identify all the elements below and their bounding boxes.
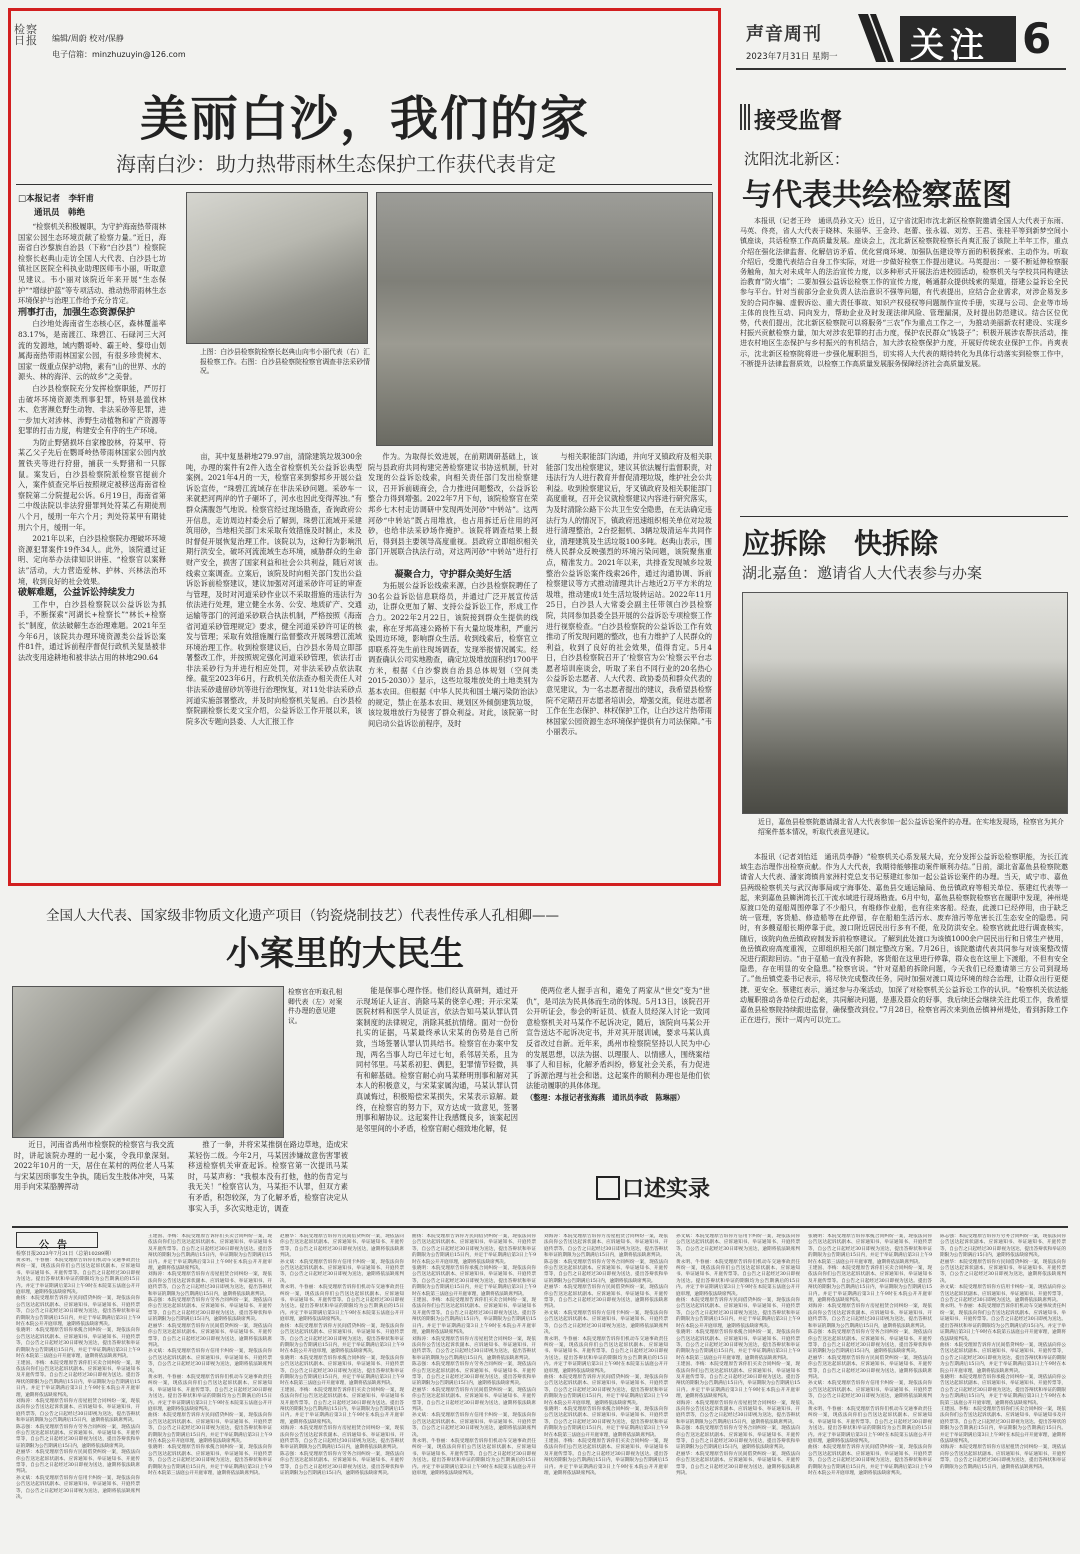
lead-byline-correspondent: 通讯员 韩绝 [34, 208, 86, 218]
notice-block: 张晓明：本院受理原告诉你承揽合同纠纷一案，现依法向你公告送达起诉状副本、应诉通知书、举证通知书、开庭传票等，自公告之日起经过30日即视为送达，提出答辩状和举证的期限为公告期满后15日内，并定于举证期满后第3日上午9时在本院第三法庭公开开庭审理，逾期将依法缺席判决。 [676, 1330, 800, 1361]
notice-block: 黄永明、牛春丽：本院受理原告诉你们机动车交通事故责任纠纷一案，现依法向你们公告送达起诉状副本、应诉通知书、举证通知书、开庭传票等。自公告之日起经过30日即视为送达。提出答辩状和举证的期限均为公告期满后的15日内。并定于举证期满后第3日上午9时在本院第五法庭公开开庭审理，逾期将依法缺席判决。 [808, 1406, 932, 1444]
notice-block: 黄永明、牛春丽：本院受理原告诉你们机动车交通事故责任纠纷一案，现依法向你们公告送达起诉状副本、应诉通知书、举证通知书、开庭传票等。自公告之日起经过30日即视为送达。提出答辩状和举证的期限均为公告期满后的15日内。并定于举证期满后第3日上午9时在本院第五法庭公开开庭审理，逾期将依法缺席判决。 [940, 1304, 1066, 1342]
lower-caption: 检察官在听取孔相卿代表（左）对案件办理的意见建议。 [288, 988, 343, 1025]
notice-block: 赵丽华：本院受理原告诉你方民间借贷纠纷一案，现依法向你公告送达起诉状副本、应诉通知书、举证通知书、开庭传票等，自公告之日起经过30日即视为送达，逾期将依法缺席判决。 [940, 1259, 1066, 1284]
notice-block: 孙文斌：本院受理原告诉你方信用卡纠纷一案，现依法向你公告送达起诉状副本、应诉通知书、举证通知书、开庭传票等，自公告之日起经过30日即视为送达，逾期将依法缺席判决。 [148, 1349, 272, 1374]
notice-block: 陈志强：本院受理原告诉你方劳务合同纠纷一案，现依法向你公告送达起诉状副本、应诉通知书、举证通知书、开庭传票等，自公告之日起经过30日即视为送达，提出答辩状和举证的期限为公告期满后15日内，逾期将依法缺席判决。 [148, 1298, 272, 1323]
lead-subtitle: 海南白沙：助力热带雨林生态保护工作获代表肯定 [116, 152, 556, 176]
notice-block: 陈志强：本院受理原告诉你方劳务合同纠纷一案，现依法向你公告送达起诉状副本、应诉通知书、举证通知书、开庭传票等，自公告之日起经过30日即视为送达，提出答辩状和举证的期限为公告期满后15日内，逾期将依法缺席判决。 [676, 1426, 800, 1451]
lead-column-3 [368, 452, 538, 876]
notice-column [148, 1234, 272, 1548]
notice-block: 曲扬：本院受理原告诉你方民间借贷纠纷一案，现依法向你公告送达起诉状副本、应诉通知书、举证通知书、开庭传票等，自公告之日起经过30日即视为送达，提出答辩状和举证的期限为公告期满后15日内，并定于举证期满后第3日上午9时在本院公开开庭审理，逾期将依法缺席判决。 [148, 1413, 272, 1444]
notice-block: 王建国、李梅：本院受理原告诉你们买卖合同纠纷一案，现依法向你们公告送达起诉状副本、应诉通知书、举证通知书及开庭传票等。自公告之日起经过30日即视为送达。提出答辩状的期限为公告期满后15日内，举证期限为公告期满后15日内。并定于举证期满后第3日上午9时在本院公开开庭审理，逾期将依法缺席判决。 [280, 1387, 404, 1425]
notice-block: 曲扬：本院受理原告诉你方民间借贷纠纷一案，现依法向你公告送达起诉状副本、应诉通知书、举证通知书、开庭传票等，自公告之日起经过30日即视为送达，提出答辩状和举证的期限为公告期满后15日内，并定于举证期满后第3日上午9时在本院公开开庭审理，逾期将依法缺席判决。 [412, 1234, 536, 1265]
notice-block: 黄永明、牛春丽：本院受理原告诉你们机动车交通事故责任纠纷一案，现依法向你们公告送达起诉状副本、应诉通知书、举证通知书、开庭传票等。自公告之日起经过30日即视为送达。提出答辩状和举证的期限均为公告期满后的15日内。并定于举证期满后第3日上午9时在本院第五法庭公开开庭审理，逾期将依法缺席判决。 [280, 1285, 404, 1323]
lower-column-2-text: 推了一拳，并将宋某推倒在路边草地，造成宋某轻伤二级。今年2月，马某因涉嫌故意伤害罪被移送检察机关审查起诉。检察官第一次提讯马某时，马某声称：“我根本没有打他，他的伤肯定与我无关！”检察官认为，马某拒不认罪，但双方素有矛盾，积怨较深，为了化解矛盾，检察官决定从事实入手，多次实地走访，调查 [188, 1140, 348, 1213]
notice-block: 张晓明：本院受理原告诉你承揽合同纠纷一案，现依法向你公告送达起诉状副本、应诉通知书、举证通知书、开庭传票等，自公告之日起经过30日即视为送达，提出答辩状和举证的期限为公告期满后15日内，并定于举证期满后第3日上午9时在本院第三法庭公开开庭审理，逾期将依法缺席判决。 [280, 1355, 404, 1387]
notice-block: 张晓明：本院受理原告诉你承揽合同纠纷一案，现依法向你公告送达起诉状副本、应诉通知书、举证通知书、开庭传票等，自公告之日起经过30日即视为送达，提出答辩状和举证的期限为公告期满后15日内，并定于举证期满后第3日上午9时在本院第三法庭公开开庭审理，逾期将依法缺席判决。 [412, 1266, 536, 1297]
jiayu-body-text: 本报讯（记者刘怡廷 通讯员李静）“检察机关心系发展大局，充分发挥公益诉讼检察职能，为长江流域生态治理作出检察贡献。作为人大代表，我期待能够推动案件顺利办结。”日前，湖北省嘉鱼县检察院邀请省人大代表、潘家湾镇肖家洲村党总支书记蔡建红参加一起公益诉讼案件的办理。当天，咸宁市、嘉鱼县两级检察机关与武汉海事局咸宁海事处、嘉鱼县交通运输局、鱼岳镇政府等相关单位、蔡建红代表等一起，来到嘉鱼县簰洲湾长江干流水域进行现场勘查。6月中旬，嘉鱼县检察院检察官在履职中发现，神州堤原渡口处的趸船周围停靠了不少船只，有维修作业船，也有往来客船。经查，此渡口已经停用，由于缺乏统一管理，客货船、修造船等在此停留，存在船舶生活污水、废弃油污等危害长江生态安全的隐患。同时，有多艘趸船长期停靠于此，渡口附近居民出行多有不便，危及防洪安全。检察官就此进行调查核实，随后，该院向鱼岳镇政府制发诉前检察建议。了解到此处渡口为该镇1000余户居民出行和日常生产使用，鱼岳镇政府高度重视，立即组织相关部门制定整改方案。7月26日，该院邀请代表共同参与对该案整改情况进行跟踪回访。“由于趸船一直没有拆除，客货船在这里进行停靠，群众也在这里上下渡船，不但有安全隐患，存在明显的安全隐患。”检察官说。“针对趸船的拆除问题，今天我们已经邀请第三方公司到现场了。”鱼岳镇党委书记表示，将尽快完成整改任务，同时加强对渡口周边环境的综合治理，让群众出行更便捷、更安全。蔡建红表示，通过参与办案活动，加深了对检察机关公益诉讼工作的认识。“检察机关依法能动履职推动各单位行动起来，共同解决问题，是惠及群众的好事，我后续还会继续关注此项工作，我希望嘉鱼县检察院持续跟进监督，确保整改到位。”7月28日，检察官再次来到鱼岳镇神州堤处，看到拆除工作正在进行，预计一周内可以完工。 [740, 853, 1068, 1025]
notice-block: 陈志强：本院受理原告诉你方劳务合同纠纷一案，现依法向你公告送达起诉状副本、应诉通知书、举证通知书、开庭传票等，自公告之日起经过30日即视为送达，提出答辩状和举证的期限为公告期满后15日内，逾期将依法缺席判决。 [280, 1451, 404, 1477]
lead-paragraph: 白沙地处海南省生态核心区，森林覆盖率83.17%，是南渡江、珠碧江、石碌河三大河流的发源地，域内鹦哥岭、霸王岭、黎母山划属海南热带雨林国家公园，有很多珍贵树木、国家一级重点保护动物，素有“山的世界、水的源头、林的海洋、云的故乡”之美誉。 [18, 319, 166, 382]
notice-block: 黄永明、牛春丽：本院受理原告诉你们机动车交通事故责任纠纷一案，现依法向你们公告送达起诉状副本、应诉通知书、举证通知书、开庭传票等。自公告之日起经过30日即视为送达。提出答辩状和举证的期限均为公告期满后的15日内。并定于举证期满后第3日上午9时在本院第五法庭公开开庭审理，逾期将依法缺席判决。 [412, 1439, 536, 1477]
notice-block: 赵丽华：本院受理原告诉你方民间借贷纠纷一案，现依法向你公告送达起诉状副本、应诉通知书、举证通知书、开庭传票等，自公告之日起经过30日即视为送达，逾期将依法缺席判决。 [544, 1285, 668, 1310]
notice-block: 刘海涛：本院受理原告诉你方房屋租赁合同纠纷一案，现依法向你公告送达起诉状副本、应诉通知书、举证通知书、开庭传票等，自公告之日起经过30日即视为送达，提出答辩状和举证的期限为公告期满后15日内，逾期将依法缺席判决。 [280, 1426, 404, 1451]
lead-column-2-text: 亩，其中复垦耕地279.97亩，清除建筑垃圾300余吨，办理的案件有2件入选全省检察机关公益诉讼典型案例。2021年4月的一天，检察官来到黎邦乡开展公益诉讼宣传，“珠碧江流域存在非法采砂问题。采砂车一来就把河两岸的竹子砸坏了，河水也因此变得浑浊。”有群众满腹怨气地说。检察官经过现场勘查，查询政府公开信息，走访周边村委会后了解到，珠碧江流域开采建筑用砂，当地相关部门未采取有效措施及时制止，未及时督促开展恢复治理工作。该院以为，这种行为影响汛期行洪安全，破坏河流流域生态环境，威胁群众的生命财产安全，损害了国家利益和社会公共利益，随后对该线索立案调查。立案后，该院及时向相关部门发出公益诉讼诉前检察建议，建议加强对河道采砂许可证的审查与管理，及时对河道采砂作业以不采取措施的违法行为依法进行处理，建立健全水务、公安、地质矿产、交通运输等部门的河道采砂联合执法机制，严格按照《海南省河道采砂管理规定》要求，健全河道采砂许可证的核发与管理；采取有效措施履行监督整改开展珠碧江流域环境治理工作。收到检察建议后，白沙县水务局立即部署整改工作，并按照规定强化河道采砂管理，依法打击非法采砂行为并进行相应处罚，对非法采砂点依法取缔。截至2023年6月，行政机关依法查办相关责任人对非法采砂遗留砂坑等进行治理恢复，对11处非法采砂点河道实施部署整改，并及时向检察机关复函。白沙县检察院副检察长麦文宝介绍，公益诉讼工作开展以来，该院多次专题向县委、人大汇报工作 [186, 452, 362, 726]
notice-block: 陈志强：本院受理原告诉你方劳务合同纠纷一案，现依法向你公告送达起诉状副本、应诉通知书、举证通知书、开庭传票等，自公告之日起经过30日即视为送达，提出答辩状和举证的期限为公告期满后15日内，逾期将依法缺席判决。 [412, 1362, 536, 1387]
notice-block: 赵丽华：本院受理原告诉你方民间借贷纠纷一案，现依法向你公告送达起诉状副本、应诉通知书、举证通知书、开庭传票等，自公告之日起经过30日即视为送达，逾期将依法缺席判决。 [676, 1451, 800, 1477]
email-line: 电子信箱：minzhuzuyin@126.com [52, 50, 186, 59]
lower-kicker: 全国人大代表、国家级非物质文化遗产项目（钧瓷烧制技艺）代表性传承人孔相卿—— [46, 908, 559, 924]
notice-block: 黄永明、牛春丽：本院受理原告诉你们机动车交通事故责任纠纷一案，现依法向你们公告送达起诉状副本、应诉通知书、举证通知书、开庭传票等。自公告之日起经过30日即视为送达。提出答辩状和举证的期限均为公告期满后的15日内。并定于举证期满后第3日上午9时在本院第五法庭公开开庭审理，逾期将依法缺席判决。 [148, 1374, 272, 1412]
right-divider [740, 516, 1068, 517]
masthead-rule [736, 68, 1066, 70]
oral-record-label: 口述实录 [622, 1177, 711, 1202]
lead-paragraph: 2021年以来，白沙县检察院办理破坏环境资源犯罪案件19件34人。此外，该院通过证明、定向举办法律知识讲座、“检察官以案释法”活动，大力营造爱林、护林、兴林法治环境，收到良好的社会效果。 [18, 534, 166, 586]
lead-column-3b-text: 为拓展公益诉讼线索来源，白沙县检察院聘任了30名公益诉讼信息联络员，并通过广泛开展宣传活动，让群众更加了解、支持公益诉讼工作，形成工作合力。2022年2月22日，该院接到群众生提供的线索，称在牙邦高速公路桥下有大量垃圾堆积，严重污染周边环境，影响群众生活。收到线索后，检察官立即联系符先生前往现场调查，发现举报情况属实。经调查确认公司实地勘查，确定垃圾堆放面积约1700平方米，根据《白沙黎族自治县总体规划（空间类2015-2030）》显示，这些垃圾堆放处的土地类别为基本农田。但根据《中华人民共和国土壤污染防治法》的规定，禁止在基本农田、规划区外倾倒建筑垃圾，该垃圾堆放行为侵害了群众利益。对此，该院第一时间启动公益诉讼前程序，及时 [368, 581, 538, 728]
lead-column-4 [546, 452, 712, 876]
shenyang-kicker: 沈阳沈北新区： [744, 150, 850, 168]
jiayu-body [740, 852, 1068, 1060]
notice-block: 张晓明：本院受理原告诉你承揽合同纠纷一案，现依法向你公告送达起诉状副本、应诉通知书、举证通知书、开庭传票等，自公告之日起经过30日即视为送达，提出答辩状和举证的期限为公告期满后15日内，并定于举证期满后第3日上午9时在本院第三法庭公开开庭审理，逾期将依法缺席判决。 [544, 1406, 668, 1438]
lead-title: 美丽白沙，我们的家 [140, 91, 591, 147]
jiayu-photo [742, 592, 1068, 814]
notice-block: 曲扬：本院受理原告诉你方民间借贷纠纷一案，现依法向你公告送达起诉状副本、应诉通知书、举证通知书、开庭传票等，自公告之日起经过30日即视为送达，提出答辩状和举证的期限为公告期满后15日内，并定于举证期满后第3日上午9时在本院公开开庭审理，逾期将依法缺席判决。 [676, 1298, 800, 1329]
page-number: 6 [1022, 14, 1052, 63]
lower-column-4-text: 使两位老人握手言和，避免了两家从“世交”变为“世仇”，是司法为民具体而生动的体现。5月13日，该院召开公开听证会，参会的听证员、侦查人员经深入讨论一致同意检察机关对马某作不起诉决定，随后，该院向马某公开宣告送达不起诉决定书，并对其开展训诫，要求马某认真反省改过自新。近年来，禹州市检察院坚持以人民为中心的发展思想，以法为据、以理服人、以情感人，围绕案结事了人和目标，化解矛盾纠纷，修复社会关系，有力促进了诉源治理与社会和谐。这起案件的顺利办理也是他们依法能动履职的具体体现。 [526, 986, 710, 1091]
notice-block: 王建国、李梅：本院受理原告诉你们买卖合同纠纷一案，现依法向你们公告送达起诉状副本、应诉通知书、举证通知书及开庭传票等。自公告之日起经过30日即视为送达。提出答辩状的期限为公告期满后15日内，举证期限为公告期满后15日内。并定于举证期满后第3日上午9时在本院公开开庭审理，逾期将依法缺席判决。 [808, 1266, 932, 1304]
notice-block: 王建国、李梅：本院受理原告诉你们买卖合同纠纷一案，现依法向你们公告送达起诉状副本、应诉通知书、举证通知书及开庭传票等。自公告之日起经过30日即视为送达。提出答辩状的期限为公告期满后15日内，举证期限为公告期满后15日内。并定于举证期满后第3日上午9时在本院公开开庭审理，逾期将依法缺席判决。 [676, 1362, 800, 1400]
notice-block: 刘海涛：本院受理原告诉你方房屋租赁合同纠纷一案，现依法向你公告送达起诉状副本、应诉通知书、举证通知书、开庭传票等，自公告之日起经过30日即视为送达，提出答辩状和举证的期限为公告期满后15日内，逾期将依法缺席判决。 [16, 1398, 140, 1424]
shenyang-body-text: 本报讯（记者王玲 通讯员孙文天）近日，辽宁省沈阳市沈北新区检察院邀请全国人大代表于东雨、马英、佟亮，省人大代表于晓林、朱丽华、王金玲、赵蕾、张永福、刘芳、王君、张桂平等到新梦空间小镇座谈，共话检察工作高质量发展。座谈会上，沈北新区检察院检察长肖爽汇报了该院上半年工作，重点介绍在强化法律监督、化解信访矛盾、优化营商环境、加强队伍建设等方面的积极探索、主动作为。听取介绍后，受邀代表结合自身工作实际，对进一步做好检察工作提出建议。马英提出：一要不断延伸检察服务触角，加大对未成年人的法治宣传力度，以多种形式开展法治进校园活动，检察机关与学校共同构建法治教育“防火墙”；二要加强公益诉讼检察工作的宣传力度，畅通群众提供线索的渠道，搭建公益诉讼全民参与平台。针对当前部分企业负责人法治意识不强等问题，有代表提出，应结合企业需求，对涉企易发多发的合同诈骗、虚假诉讼、重大责任事故、知识产权侵权等问题制作宣传手册，实现与公司、企业等市场主体的良性互动、同向发力，帮助企业及时发现法律风险、管理漏洞，及时提出防范建议。结合区位优势，代表们提出，沈北新区检察院可以将服务“三农”作为重点工作之一，为推动美丽新农村建设、实现乡村振兴贡献检察力量，加大对涉农犯罪的打击力度，保护农民群众“钱袋子”；积极开展涉农帮扶活动，推进农村地区生态保护与乡村振兴的有机结合，加大涉农检察保护力度，开展好传统农业保护工作。肖爽表示，沈北新区检察院将进一步强化履职担当，切实将人大代表的期待转化为具体行动落实到检察工作中，不断提升法律监督质效，以检察工作高质量发展服务保障经济社会高质量发展。 [740, 217, 1068, 368]
notice-block: 孙文斌：本院受理原告诉你方信用卡纠纷一案，现依法向你公告送达起诉状副本、应诉通知书、举证通知书、开庭传票等，自公告之日起经过30日即视为送达，逾期将依法缺席判决。 [280, 1259, 404, 1284]
lead-paragraph: 白沙县检察院充分发挥检察职能，严厉打击破坏环境资源类刑事犯罪，特别是滥伐林木、危害濒危野生动物、非法采砂等犯罪，进一步加大对涉林、涉野生动植物和矿产资源等犯罪的打击力度，构建安全有序的生产环境。 [18, 383, 166, 436]
lead-paragraph: 为防止野猪损坏自家橡胶林，符某甲、符某乙父子先后在鹦哥岭热带雨林国家公园内放置铁夹等进行狩猎，捕获一头野猪和一只豚鼠。案发后，白沙县检察院派检察官提前介入，案件侦查完毕后按照规定被移送海南省检察院第二分院提起公诉。6月19日，海南省第二中级法院以非法狩猎罪判处符某乙有期徒刑八个月，缓刑一年六个月；判处符某甲有期徒刑六个月，缓刑一年。 [18, 437, 166, 532]
lead-column-3-text: 作为。为取得长效进展，在前期调研基础上，该院与县政府共同构建完善检察建议书协送机制，针对发现的公益诉讼线索，向相关责任部门发出检察建议，召开诉前磋商会，合力推进问题整改，公益诉讼整合力得到增强。2022年7月下旬，该院检察官在荣邦乡七木村走访调研中发现两处河砂“中转站”。这两河砂“中转站”既占用堆放，也占用拆迁后住用的河砂，也给非法采砂场作掩护。该院将调查结果上报后，得到县主要领导高度重视。县政府立即组织相关部门开展联合执法行动，对这两河砂“中转站”进行打击。 [368, 452, 538, 567]
lead-byline-reporter: □本报记者 李轩甫 [18, 194, 95, 204]
notice-block: 张晓明：本院受理原告诉你承揽合同纠纷一案，现依法向你公告送达起诉状副本、应诉通知书、举证通知书、开庭传票等，自公告之日起经过30日即视为送达，提出答辩状和举证的期限为公告期满后15日内，并定于举证期满后第3日上午9时在本院第三法庭公开开庭审理，逾期将依法缺席判决。 [940, 1374, 1066, 1406]
editor-line: 编辑/周蔚 校对/保静 [52, 34, 124, 43]
section-tag-text: 关注 [910, 26, 990, 66]
notice-column [808, 1234, 932, 1548]
lead-photo-caption: 上图：白沙县检察院检察长赵典山向韦小丽代表（右）汇报检察工作。右图：白沙县检察院检察官调查非法采砂情况。 [200, 348, 370, 375]
section-name: 声音周刊 [746, 24, 822, 45]
lower-title: 小案里的大民生 [226, 934, 464, 974]
notice-intro: 检察日报2023年7月31日（总第10289期） [16, 1251, 115, 1257]
notice-block: 王建国、李梅：本院受理原告诉你们买卖合同纠纷一案，现依法向你们公告送达起诉状副本、应诉通知书、举证通知书及开庭传票等。自公告之日起经过30日即视为送达。提出答辩状的期限为公告期满后15日内，举证期限为公告期满后15日内。并定于举证期满后第3日上午9时在本院公开开庭审理，逾期将依法缺席判决。 [544, 1439, 668, 1477]
lower-column-3 [356, 986, 518, 1218]
notice-block: 陈志强：本院受理原告诉你方劳务合同纠纷一案，现依法向你公告送达起诉状副本、应诉通知书、举证通知书、开庭传票等，自公告之日起经过30日即视为送达，提出答辩状和举证的期限为公告期满后15日内，逾期将依法缺席判决。 [544, 1259, 668, 1284]
section-slashes [856, 14, 896, 62]
notice-block: 刘海涛：本院受理原告诉你方房屋租赁合同纠纷一案，现依法向你公告送达起诉状副本、应诉通知书、举证通知书、开庭传票等，自公告之日起经过30日即视为送达，提出答辩状和举证的期限为公告期满后15日内，逾期将依法缺席判决。 [808, 1304, 932, 1329]
jiayu-subtitle: 湖北嘉鱼：邀请省人大代表参与办案 [742, 564, 983, 582]
notice-top-rule [12, 1226, 1068, 1228]
notice-block: 黄永明、牛春丽：本院受理原告诉你们机动车交通事故责任纠纷一案，现依法向你们公告送达起诉状副本、应诉通知书、举证通知书、开庭传票等。自公告之日起经过30日即视为送达。提出答辩状和举证的期限均为公告期满后的15日内。并定于举证期满后第3日上午9时在本院第五法庭公开开庭审理，逾期将依法缺席判决。 [544, 1336, 668, 1374]
notice-block: 赵丽华：本院受理原告诉你方民间借贷纠纷一案，现依法向你公告送达起诉状副本、应诉通知书、举证通知书、开庭传票等，自公告之日起经过30日即视为送达，逾期将依法缺席判决。 [148, 1323, 272, 1348]
notice-block: 刘海涛：本院受理原告诉你方房屋租赁合同纠纷一案，现依法向你公告送达起诉状副本、应诉通知书、举证通知书、开庭传票等，自公告之日起经过30日即视为送达，提出答辩状和举证的期限为公告期满后15日内，逾期将依法缺席判决。 [544, 1234, 668, 1259]
notice-block: 张晓明：本院受理原告诉你承揽合同纠纷一案，现依法向你公告送达起诉状副本、应诉通知书、举证通知书、开庭传票等，自公告之日起经过30日即视为送达，提出答辩状和举证的期限为公告期满后15日内，并定于举证期满后第3日上午9时在本院第三法庭公开开庭审理，逾期将依法缺席判决。 [808, 1234, 932, 1265]
notice-block: 张晓明：本院受理原告诉你承揽合同纠纷一案，现依法向你公告送达起诉状副本、应诉通知书、举证通知书、开庭传票等，自公告之日起经过30日即视为送达，提出答辩状和举证的期限为公告期满后15日内，并定于举证期满后第3日上午9时在本院第三法庭公开开庭审理，逾期将依法缺席判决。 [148, 1445, 272, 1477]
lower-column-4 [526, 986, 710, 1166]
notice-block: 陈志强：本院受理原告诉你方劳务合同纠纷一案，现依法向你公告送达起诉状副本、应诉通知书、举证通知书、开庭传票等，自公告之日起经过30日即视为送达，提出答辩状和举证的期限为公告期满后15日内，逾期将依法缺席判决。 [808, 1330, 932, 1355]
notice-block: 王建国、李梅：本院受理原告诉你们买卖合同纠纷一案，现依法向你们公告送达起诉状副本、应诉通知书、举证通知书及开庭传票等。自公告之日起经过30日即视为送达。提出答辩状的期限为公告期满后15日内，举证期限为公告期满后15日内。并定于举证期满后第3日上午9时在本院公开开庭审理，逾期将依法缺席判决。 [940, 1406, 1066, 1444]
notice-label [16, 1232, 98, 1251]
notice-column [544, 1234, 668, 1548]
lead-heading-3: 凝聚合力，守护群众美好生活 [394, 569, 512, 580]
lead-column-4-text: 与相关职能部门沟通，并向牙叉镇政府及相关职能部门发出检察建议，建议其依法履行监督职责，对违法行为人进行教育并督促清理垃圾，维护社会公共利益。收到检察建议后，牙叉镇政府及相关职能部门高度重视，召开会议就检察建议内容进行研究落实，为及时清除公路下公共卫生安全隐患，在无法确定违法行为人的情况下，镇政府迅速组织相关单位对垃圾进行清理整治，2台挖掘机、3辆垃圾清运车共同作业，清理建筑及生活垃圾100多吨。赵典山表示，围绕人民群众反映强烈的环境污染问题，该院聚焦重点，精准发力。2021年以来，共排查发现城乡垃圾整治公益诉讼案件线索26件，通过沟通协调、诉前检察建议等方式推动清理共计占地近2万平方米的垃圾堆，推动建成1处生活垃圾转运站。2022年11月25日，白沙县人大常委会副主任带领白沙县检察院，共同参加县委全县开展的公益诉讼专项检察工作进行视察检查。“白沙县检察院的公益诉讼工作有效推动了所发现问题的整改，也有力维护了人民群众的利益，收到了良好的社会效果，值得肯定。5月4日，白沙县检察院召开了‘检察官为公’检察云平台志愿者培训座谈会，听取了来自不同行业的20名热心公益诉讼志愿者、人大代表、政协委员和群众代表的意见建议，为一名志愿者提出的建议，我希望县检察院不定期召开志愿者培训会，增强交流，促进志愿者工作在生态保护、林权保护工作，让白沙这片热带雨林国家公园资源生态环境保护提供有力司法保障。”韦小丽表示。 [546, 452, 712, 737]
notice-block: 赵丽华：本院受理原告诉你方民间借贷纠纷一案，现依法向你公告送达起诉状副本、应诉通知书、举证通知书、开庭传票等，自公告之日起经过30日即视为送达，逾期将依法缺席判决。 [808, 1355, 932, 1380]
notice-block: 曲扬：本院受理原告诉你方民间借贷纠纷一案，现依法向你公告送达起诉状副本、应诉通知书、举证通知书、开庭传票等，自公告之日起经过30日即视为送达，提出答辩状和举证的期限为公告期满后15日内，并定于举证期满后第3日上午9时在本院公开开庭审理，逾期将依法缺席判决。 [544, 1374, 668, 1406]
notice-column [940, 1234, 1066, 1548]
supervision-label: 接受监督 [754, 109, 843, 134]
oral-record-box [596, 1176, 620, 1200]
lower-column-2 [188, 1140, 348, 1218]
notice-block: 刘海涛：本院受理原告诉你方房屋租赁合同纠纷一案，现依法向你公告送达起诉状副本、应诉通知书、举证通知书、开庭传票等，自公告之日起经过30日即视为送达，提出答辩状和举证的期限为公告期满后15日内，逾期将依法缺席判决。 [412, 1336, 536, 1361]
notice-block: 孙文斌：本院受理原告诉你方信用卡纠纷一案，现依法向你公告送达起诉状副本、应诉通知书、举证通知书、开庭传票等，自公告之日起经过30日即视为送达，逾期将依法缺席判决。 [940, 1285, 1066, 1304]
shenyang-title: 与代表共绘检察蓝图 [742, 178, 1012, 213]
notice-block: 曲扬：本院受理原告诉你方民间借贷纠纷一案，现依法向你公告送达起诉状副本、应诉通知书、举证通知书、开庭传票等，自公告之日起经过30日即视为送达，提出答辩状和举证的期限为公告期满后15日内，并定于举证期满后第3日上午9时在本院公开开庭审理，逾期将依法缺席判决。 [16, 1296, 140, 1328]
notice-block: 孙文斌：本院受理原告诉你方信用卡纠纷一案，现依法向你公告送达起诉状副本、应诉通知书、举证通知书、开庭传票等，自公告之日起经过30日即视为送达，逾期将依法缺席判决。 [676, 1234, 800, 1259]
lower-note: （整理：本报记者张海燕 通讯员李政 陈琳丽） [526, 1092, 685, 1102]
notice-block: 孙文斌：本院受理原告诉你方信用卡纠纷一案，现依法向你公告送达起诉状副本、应诉通知书、举证通知书、开庭传票等，自公告之日起经过30日即视为送达，逾期将依法缺席判决。 [544, 1310, 668, 1336]
notice-block: 陈志强：本院受理原告诉你方劳务合同纠纷一案，现依法向你公告送达起诉状副本、应诉通知书、举证通知书、开庭传票等，自公告之日起经过30日即视为送达，提出答辩状和举证的期限为公告期满后15日内，逾期将依法缺席判决。 [16, 1424, 140, 1449]
notice-label-text: 公告 [39, 1240, 75, 1251]
notice-block: 赵丽华：本院受理原告诉你方民间借贷纠纷一案，现依法向你公告送达起诉状副本、应诉通知书、举证通知书、开庭传票等，自公告之日起经过30日即视为送达，逾期将依法缺席判决。 [280, 1234, 404, 1259]
notice-block: 孙文斌：本院受理原告诉你方信用卡纠纷一案，现依法向你公告送达起诉状副本、应诉通知书、举证通知书、开庭传票等，自公告之日起经过30日即视为送达，逾期将依法缺席判决。 [16, 1475, 140, 1501]
notice-block: 曲扬：本院受理原告诉你方民间借贷纠纷一案，现依法向你公告送达起诉状副本、应诉通知书、举证通知书、开庭传票等，自公告之日起经过30日即视为送达，提出答辩状和举证的期限为公告期满后15日内，并定于举证期满后第3日上午9时在本院公开开庭审理，逾期将依法缺席判决。 [940, 1342, 1066, 1374]
notice-block: 张晓明：本院受理原告诉你承揽合同纠纷一案，现依法向你公告送达起诉状副本、应诉通知书、举证通知书、开庭传票等，自公告之日起经过30日即视为送达，提出答辩状和举证的期限为公告期满后15日内，并定于举证期满后第3日上午9时在本院第三法庭公开开庭审理，逾期将依法缺席判决。 [16, 1328, 140, 1360]
notice-column [412, 1234, 536, 1548]
jiayu-caption: 近日，嘉鱼县检察院邀请湖北省人大代表参加一起公益诉讼案件的办理。在实地发现场，检察官为其介绍案件基本情况，听取代表意见建议。 [758, 818, 1064, 836]
notice-block: 黄永明、牛春丽：本院受理原告诉你们机动车交通事故责任纠纷一案，现依法向你们公告送达起诉状副本、应诉通知书、举证通知书、开庭传票等。自公告之日起经过30日即视为送达。提出答辩状和举证的期限均为公告期满后的15日内。并定于举证期满后第3日上午9时在本院第五法庭公开开庭审理，逾期将依法缺席判决。 [16, 1258, 140, 1296]
lead-rule [16, 184, 712, 185]
lower-column-1 [14, 1140, 174, 1218]
notice-block: 刘海涛：本院受理原告诉你方房屋租赁合同纠纷一案，现依法向你公告送达起诉状副本、应诉通知书、举证通知书、开庭传票等，自公告之日起经过30日即视为送达，提出答辩状和举证的期限为公告期满后15日内，逾期将依法缺席判决。 [940, 1445, 1066, 1470]
lead-column-2 [186, 452, 362, 876]
supervision-label-bar [740, 104, 750, 130]
issue-date: 2023年7月31日 星期一 [746, 52, 838, 62]
lead-heading-1: 刑事打击，加强生态资源保护 [18, 307, 136, 318]
notice-block: 王建国、李梅：本院受理原告诉你们买卖合同纠纷一案，现依法向你们公告送达起诉状副本、应诉通知书、举证通知书及开庭传票等。自公告之日起经过30日即视为送达。提出答辩状的期限为公告期满后15日内，举证期限为公告期满后15日内。并定于举证期满后第3日上午9时在本院公开开庭审理，逾期将依法缺席判决。 [148, 1234, 272, 1272]
notice-block: 刘海涛：本院受理原告诉你方房屋租赁合同纠纷一案，现依法向你公告送达起诉状副本、应诉通知书、举证通知书、开庭传票等，自公告之日起经过30日即视为送达，提出答辩状和举证的期限为公告期满后15日内，逾期将依法缺席判决。 [676, 1400, 800, 1425]
shenyang-body [740, 216, 1068, 512]
lower-photo [12, 986, 284, 1138]
lead-heading-2: 破解难题，公益诉讼持续发力 [18, 588, 136, 599]
logo-text: 检察日报 [14, 23, 38, 47]
lower-column-3-text: 能是保事心理作怪。他们经认真研判，通过开示现场证人证言、消除马某的侥幸心理；开示宋某医院材料和医学人员证言，依法告知马某认罪认罚案制度的法律规定，消除其抵抗情绪。面对一份份扎实的证据，马某最终承认宋某的伤势是自己所致，当场签署认罪认罚具结书。检察官在办案中发现，两名当事人均已年过七旬，系邻居关系，且为同村邻里。马某系初犯、偶犯，犯罪情节轻微，具有和解基础。检察官耐心向马某释明刑事和解对其本人的积极意义，与宋某家属沟通，马某认罪认罚真诚悔过，积极赔偿宋某损失，宋某表示谅解。最终，在检察官的努力下，双方达成一致意见，签署刑事和解协议。这起案件让我感慨良多，该案起因是邻里间的小矛盾，检察官耐心细致地化解，促 [356, 986, 518, 1133]
jiayu-title: 应拆除 快拆除 [742, 527, 939, 560]
notice-block: 赵丽华：本院受理原告诉你方民间借贷纠纷一案，现依法向你公告送达起诉状副本、应诉通知书、举证通知书、开庭传票等，自公告之日起经过30日即视为送达，逾期将依法缺席判决。 [16, 1450, 140, 1475]
notice-column [16, 1258, 140, 1548]
notice-block: 孙文斌：本院受理原告诉你方信用卡纠纷一案，现依法向你公告送达起诉状副本、应诉通知书、举证通知书、开庭传票等，自公告之日起经过30日即视为送达，逾期将依法缺席判决。 [412, 1413, 536, 1438]
notice-block: 曲扬：本院受理原告诉你方民间借贷纠纷一案，现依法向你公告送达起诉状副本、应诉通知书、举证通知书、开庭传票等，自公告之日起经过30日即视为送达，提出答辩状和举证的期限为公告期满后15日内，并定于举证期满后第3日上午9时在本院公开开庭审理，逾期将依法缺席判决。 [808, 1445, 932, 1477]
lead-photo-meeting [186, 192, 368, 344]
lead-photo-field [376, 192, 713, 446]
notice-block: 刘海涛：本院受理原告诉你方房屋租赁合同纠纷一案，现依法向你公告送达起诉状副本、应诉通知书、举证通知书、开庭传票等，自公告之日起经过30日即视为送达，提出答辩状和举证的期限为公告期满后15日内，逾期将依法缺席判决。 [148, 1272, 272, 1297]
notice-block: 王建国、李梅：本院受理原告诉你们买卖合同纠纷一案，现依法向你们公告送达起诉状副本、应诉通知书、举证通知书及开庭传票等。自公告之日起经过30日即视为送达。提出答辩状的期限为公告期满后15日内，举证期限为公告期满后15日内。并定于举证期满后第3日上午9时在本院公开开庭审理，逾期将依法缺席判决。 [412, 1298, 536, 1336]
notice-block: 王建国、李梅：本院受理原告诉你们买卖合同纠纷一案，现依法向你们公告送达起诉状副本、应诉通知书、举证通知书及开庭传票等。自公告之日起经过30日即视为送达。提出答辩状的期限为公告期满后15日内，举证期限为公告期满后15日内。并定于举证期满后第3日上午9时在本院公开开庭审理，逾期将依法缺席判决。 [16, 1360, 140, 1398]
notice-block: 陈志强：本院受理原告诉你方劳务合同纠纷一案，现依法向你公告送达起诉状副本、应诉通知书、举证通知书、开庭传票等，自公告之日起经过30日即视为送达，提出答辩状和举证的期限为公告期满后15日内，逾期将依法缺席判决。 [940, 1234, 1066, 1259]
lower-column-1-text: 近日，河南省禹州市检察院的检察官与我交流时，讲起该院办理的一起小案，令我印象深刻。2022年10月的一天，居住在某村的两位老人马某与宋某因琐事发生争执，随后发生肢体冲突，马某用手向宋某胳膊挥动 [14, 1140, 174, 1192]
notice-block: 曲扬：本院受理原告诉你方民间借贷纠纷一案，现依法向你公告送达起诉状副本、应诉通知书、举证通知书、开庭传票等，自公告之日起经过30日即视为送达，提出答辩状和举证的期限为公告期满后15日内，并定于举证期满后第3日上午9时在本院公开开庭审理，逾期将依法缺席判决。 [280, 1323, 404, 1355]
notice-column [676, 1234, 800, 1548]
notice-block: 孙文斌：本院受理原告诉你方信用卡纠纷一案，现依法向你公告送达起诉状副本、应诉通知书、举证通知书、开庭传票等，自公告之日起经过30日即视为送达，逾期将依法缺席判决。 [808, 1381, 932, 1406]
notice-block: 黄永明、牛春丽：本院受理原告诉你们机动车交通事故责任纠纷一案，现依法向你们公告送达起诉状副本、应诉通知书、举证通知书、开庭传票等。自公告之日起经过30日即视为送达。提出答辩状和举证的期限均为公告期满后的15日内。并定于举证期满后第3日上午9时在本院第五法庭公开开庭审理，逾期将依法缺席判决。 [676, 1259, 800, 1297]
notice-column [280, 1234, 404, 1548]
notice-block: 赵丽华：本院受理原告诉你方民间借贷纠纷一案，现依法向你公告送达起诉状副本、应诉通知书、举证通知书、开庭传票等，自公告之日起经过30日即视为送达，逾期将依法缺席判决。 [412, 1387, 536, 1412]
lead-column-1 [18, 222, 166, 878]
lead-paragraph: 工作中，白沙县检察院以公益诉讼为抓手，不断探索“河湖长+检察长”“林长+检察长”制度，依法破解生态治理难题。2021年至今年6月，该院共办理环境资源类公益诉讼案件81件，通过诉前程序督促行政机关复垦被非法改变用途耕地和被非法占用的林地290.64 [18, 599, 166, 662]
lead-intro: “检察机关积极履职，为守护海南热带雨林国家公园生态环境贡献了检察力量。”近日，海南省白沙黎族自治县（下称“白沙县”）检察院检察长赵典山走访全国人大代表、白沙县七坊镇社区医院全科执业助理医师韦小丽，听取意见建议。韦小丽对该院近年来开展“生态保护”“增绿护蓝”等专项活动、推动热带雨林生态环境保护与治理工作给予充分肯定。 [18, 222, 166, 306]
